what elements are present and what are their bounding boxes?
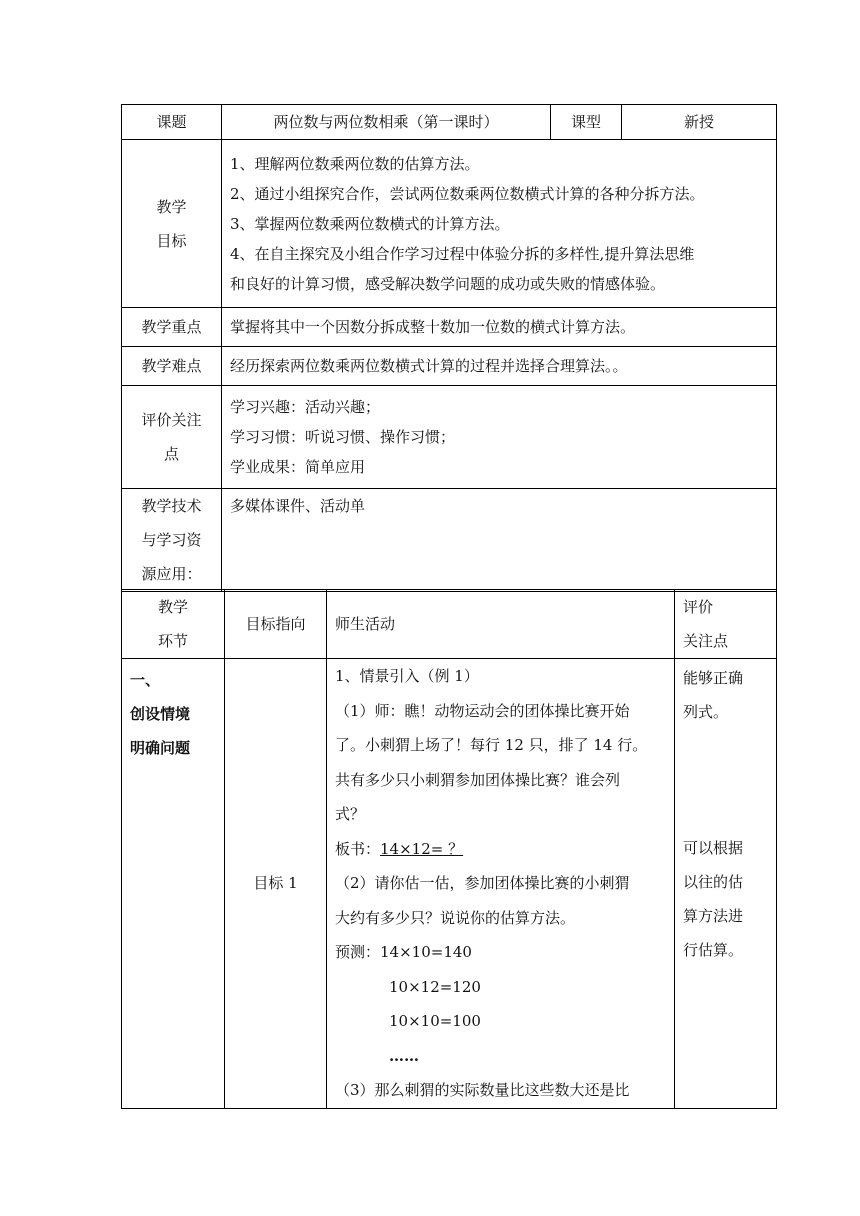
objective-line: 3、掌握两位数乘两位数横式的计算方法。 <box>230 214 510 233</box>
objectives-content <box>222 140 777 308</box>
teaching-process-table <box>121 589 777 1109</box>
target-header: 目标指向 <box>225 590 327 659</box>
eval-header: 评价 关注点 <box>675 590 777 659</box>
lesson-info-table <box>121 104 777 592</box>
board-line: 板书：14×12= ？ <box>335 839 464 858</box>
activity-line: 大约有多少只？说说你的估算方法。 <box>335 908 576 927</box>
activity-line: 式？ <box>335 805 366 823</box>
objective-line: 4、在自主探究及小组合作学习过程中体验分拆的多样性,提升算法思维 <box>230 244 695 263</box>
type-label: 课型 <box>551 105 622 140</box>
predict-line: 10×12=120 <box>389 977 481 996</box>
stage-header: 教学 环节 <box>122 590 225 659</box>
resources-label: 教学技术 与学习资 源应用： <box>122 489 222 592</box>
objective-line: 和良好的计算习惯，感受解决数学问题的成功或失败的情感体验。 <box>230 274 666 293</box>
activity-line: 1、情景引入（例 1） <box>335 667 479 685</box>
evaluation-label: 评价关注 点 <box>122 386 222 489</box>
activity-line: 了。小刺猬上场了！每行 12 只，排了 14 行。 <box>335 736 648 754</box>
stage-1-activity <box>327 659 675 1109</box>
activity-line: （1）师：瞧！动物运动会的团体操比赛开始 <box>335 701 630 720</box>
predict-ellipsis: …… <box>389 1046 419 1065</box>
key-point-value: 掌握将其中一个因数分拆成整十数加一位数的横式计算方法。 <box>222 308 777 347</box>
stage-1-eval: 能够正确 列式。 可以根据 以往的估 算方法进 行估算。 <box>675 659 777 1109</box>
evaluation-line: 学业成果：简单应用 <box>230 458 366 476</box>
type-value: 新授 <box>622 105 777 140</box>
course-value: 两位数与两位数相乘（第一课时） <box>222 105 551 140</box>
evaluation-line: 学习习惯：听说习惯、操作习惯； <box>230 428 456 446</box>
stage-1-target: 目标 1 <box>225 659 327 1109</box>
objectives-label: 教学 目标 <box>122 140 222 308</box>
predict-line: 10×10=100 <box>389 1012 481 1030</box>
difficulty-label: 教学难点 <box>122 347 222 386</box>
objective-line: 2、通过小组探究合作，尝试两位数乘两位数横式计算的各种分拆方法。 <box>230 184 705 203</box>
key-point-label: 教学重点 <box>122 308 222 347</box>
stage-1-title: 一、 创设情境 明确问题 <box>122 659 225 1109</box>
board-formula: 14×12= ？ <box>380 839 464 858</box>
activity-line: （2）请你估一估，参加团体操比赛的小刺猬 <box>335 874 630 892</box>
evaluation-content <box>222 386 777 489</box>
activity-line: 共有多少只小刺猬参加团体操比赛？谁会列 <box>335 770 621 789</box>
difficulty-value: 经历探索两位数乘两位数横式计算的过程并选择合理算法。。 <box>222 347 777 386</box>
resources-content: 多媒体课件、活动单 <box>222 489 777 592</box>
course-label: 课题 <box>122 105 222 140</box>
evaluation-line: 学习兴趣：活动兴趣； <box>230 398 381 416</box>
predict-line: 预测：14×10=140 <box>335 943 472 961</box>
activity-line: （3）那么刺猬的实际数量比这些数大还是比 <box>335 1081 630 1099</box>
activity-header: 师生活动 <box>327 590 675 659</box>
objective-line: 1、理解两位数乘两位数的估算方法。 <box>230 154 480 173</box>
